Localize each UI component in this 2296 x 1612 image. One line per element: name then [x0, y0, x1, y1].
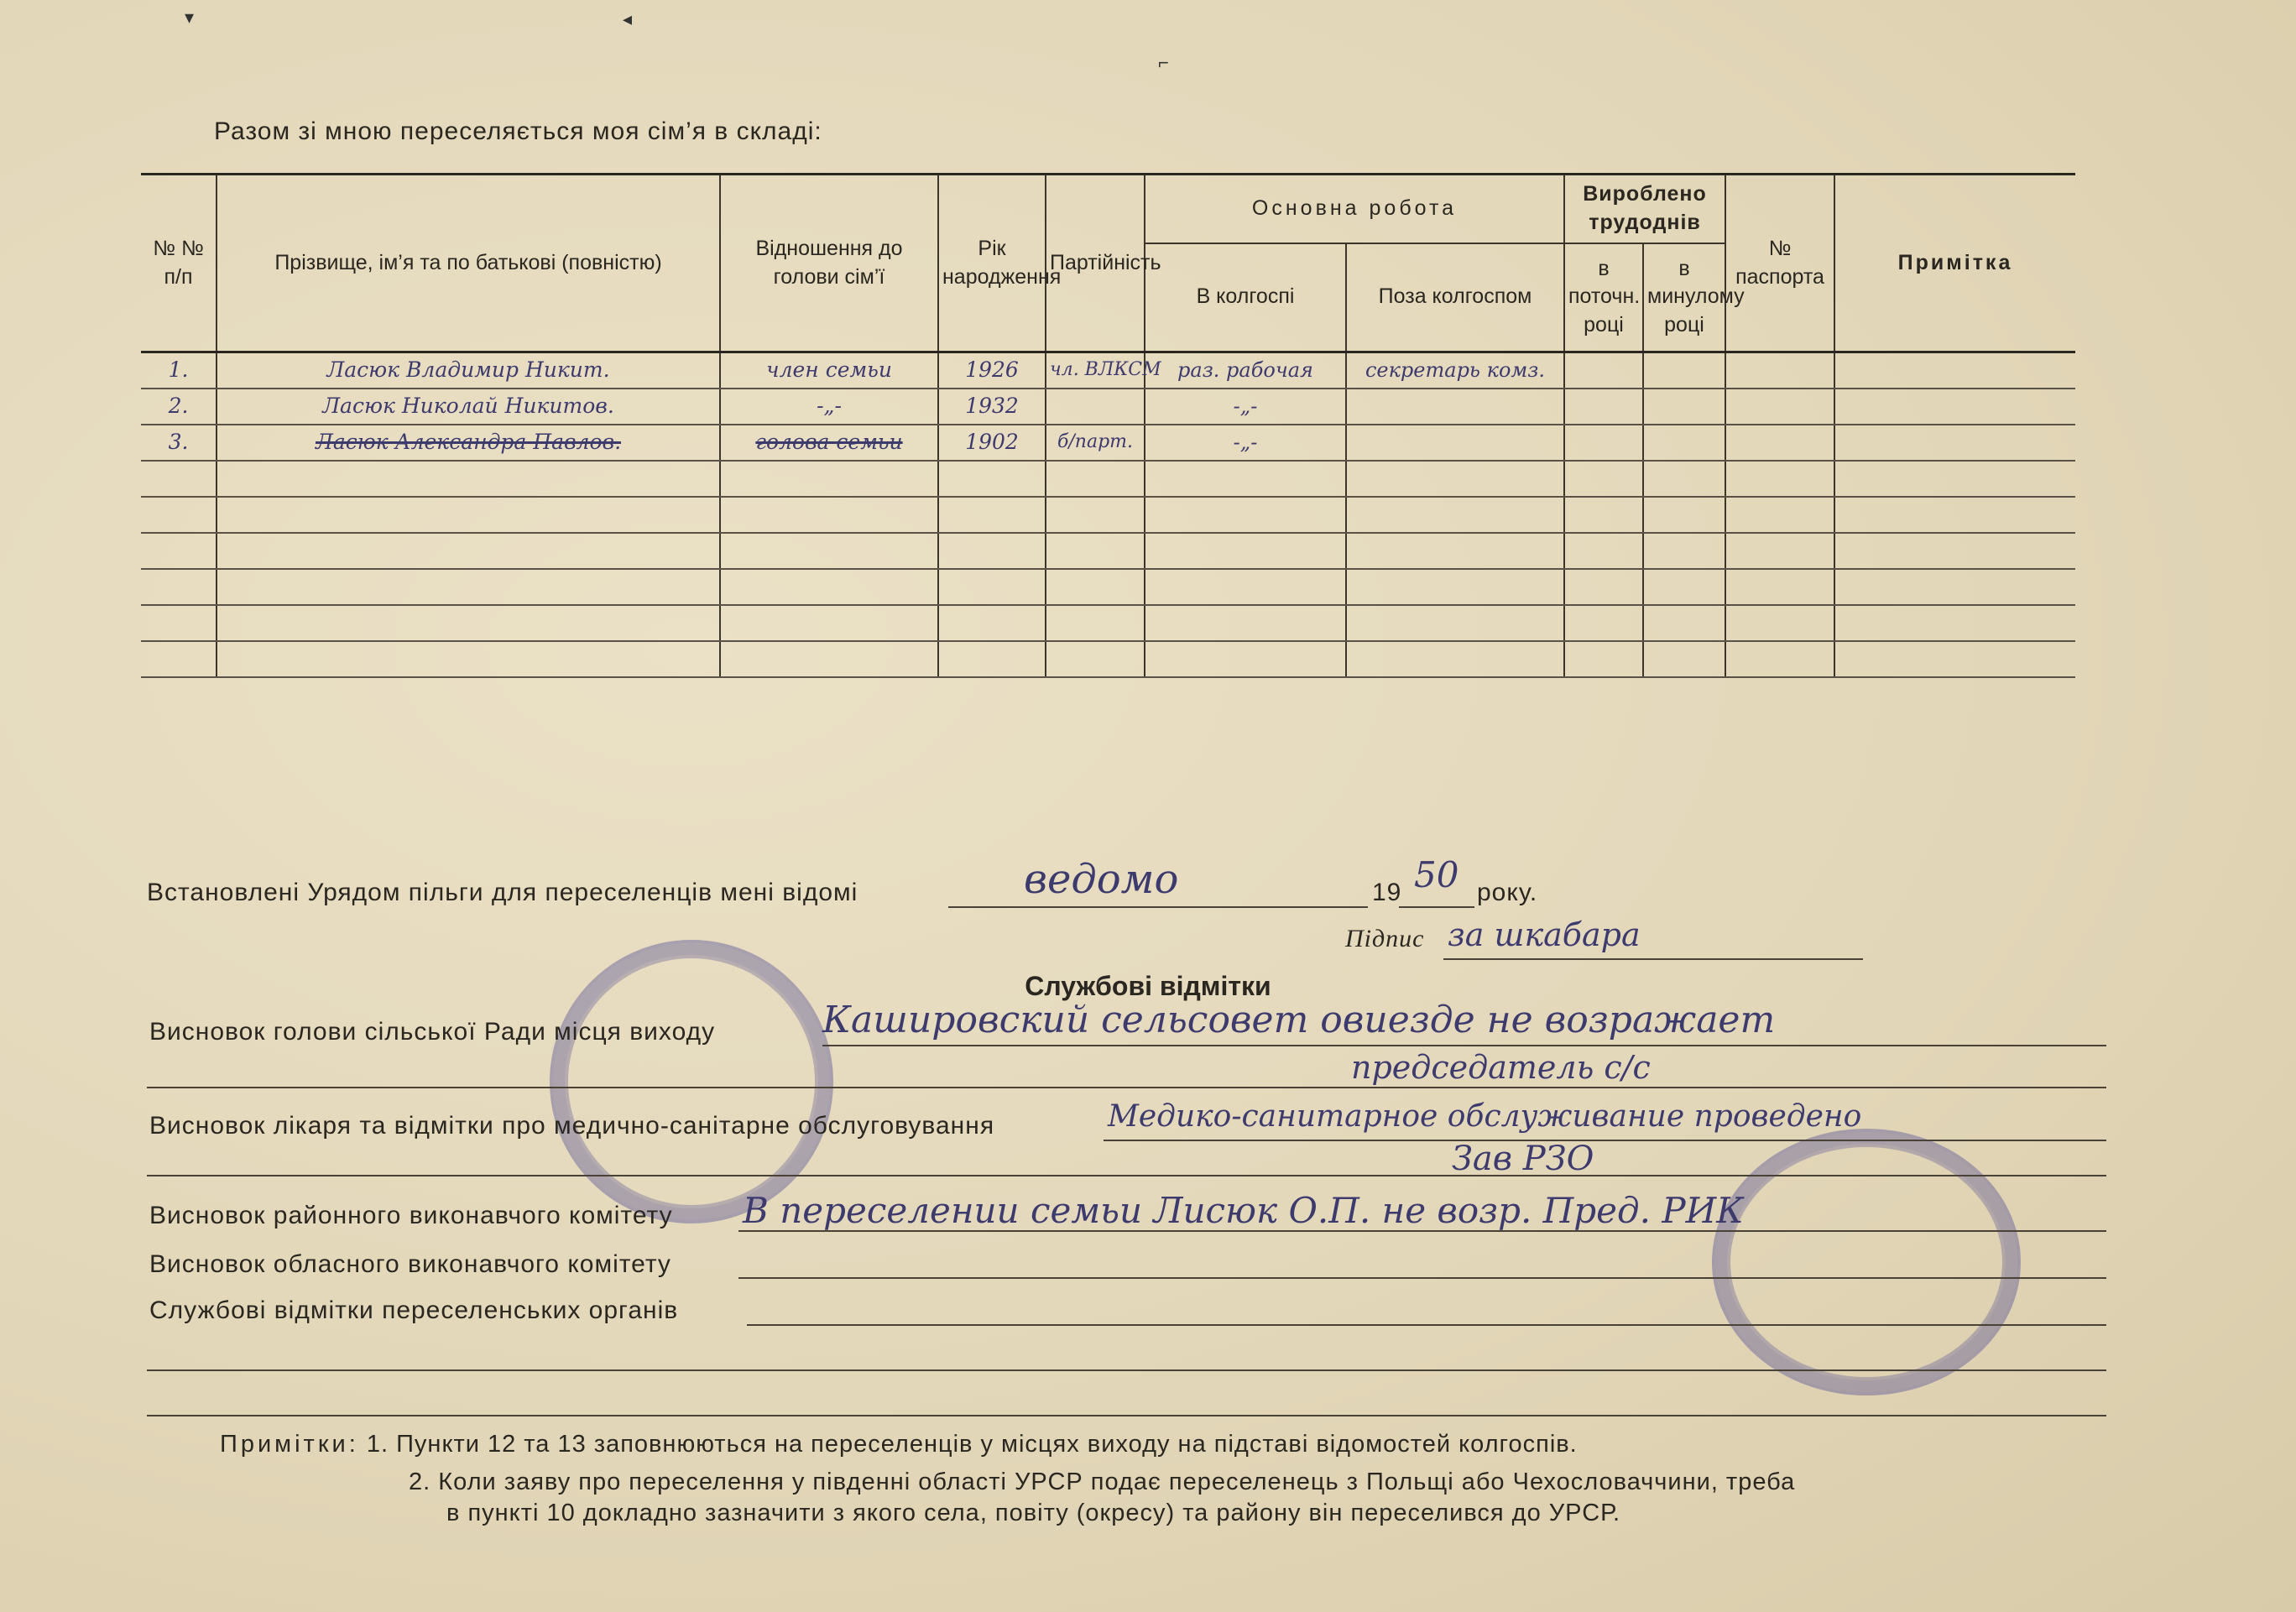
row-year: 1926 — [938, 352, 1046, 389]
family-intro-text: Разом зі мною переселяється моя сім’я в складі: — [214, 117, 822, 145]
header-num: № № п/п — [141, 175, 217, 352]
year-prefix: 19 — [1372, 879, 1402, 906]
header-outside-kolhosp: Поза колгоспом — [1346, 243, 1564, 352]
row-last — [1643, 352, 1725, 389]
row-party — [1046, 389, 1145, 425]
row-passport — [1725, 352, 1834, 389]
privileges-label: Встановлені Урядом пільги для переселенців мені відомі — [147, 879, 858, 906]
table-row — [141, 352, 2075, 389]
row-relation: член семьи — [720, 352, 938, 389]
family-table-body — [141, 352, 2075, 677]
notes-title: Примітки: — [220, 1431, 359, 1458]
row-year: 1932 — [938, 389, 1046, 425]
village-council-value: Кашировский сельсовет овиезде не возражает — [822, 999, 1776, 1041]
header-in-kolhosp: В колгоспі — [1145, 243, 1346, 352]
header-relation: Відношення до голови сім’ї — [720, 175, 938, 352]
row-passport — [1725, 425, 1834, 461]
village-council-underline — [822, 1045, 2106, 1046]
row-party: чл. ВЛКСМ — [1046, 352, 1145, 389]
village-council-underline-2 — [147, 1087, 2106, 1088]
signature-value: за шкабара — [1448, 916, 1641, 953]
header-name: Прізвище, ім’я та по батькові (повністю) — [217, 175, 720, 352]
resettlement-underline — [747, 1324, 2106, 1326]
row-outside-kolhosp — [1346, 425, 1564, 461]
row-note — [1834, 389, 2075, 425]
district-value: В переселении семьи Лисюк О.П. не возр. Пред. РИК — [743, 1190, 1744, 1231]
row-in-kolhosp: раз. рабочая — [1145, 352, 1346, 389]
header-workdays: Вироблено трудоднів — [1564, 175, 1725, 243]
header-passport: № паспорта — [1725, 175, 1834, 352]
doctor-label: Висновок лікаря та відмітки про медично-санітарне обслуговування — [149, 1112, 995, 1140]
empty-row — [141, 605, 2075, 641]
row-note — [1834, 425, 2075, 461]
row-num: 3. — [141, 425, 217, 461]
empty-row — [141, 533, 2075, 569]
doctor-value: Медико-санитарное обслуживание проведено — [1108, 1099, 1862, 1134]
row-current — [1564, 389, 1643, 425]
note-item-1: 1. Пункти 12 та 13 заповнюються на переселенців у місцях виходу на підставі відомостей колгоспів. — [366, 1431, 1578, 1458]
row-outside-kolhosp: секретарь комз. — [1346, 352, 1564, 389]
family-table — [141, 173, 2075, 678]
paper-mark: ⌐ — [1158, 52, 1169, 73]
empty-row — [141, 461, 2075, 497]
paper-mark: ▾ — [185, 7, 195, 28]
signature-label: Підпис — [1345, 925, 1425, 952]
row-note — [1834, 352, 2075, 389]
row-num: 2. — [141, 389, 217, 425]
service-marks-title: Службові відмітки — [1025, 971, 1271, 1001]
privileges-underline — [948, 906, 1368, 908]
row-current — [1564, 352, 1643, 389]
header-current-year: в поточн. році — [1564, 243, 1643, 352]
year-underline — [1399, 906, 1474, 908]
header-party: Партійність — [1046, 175, 1145, 352]
doctor-value-2: Зав РЗО — [1452, 1140, 1594, 1178]
empty-row — [141, 641, 2075, 677]
privileges-value: ведомо — [1024, 856, 1179, 903]
row-name: Ласюк Александра Павлов. — [217, 425, 720, 461]
row-current — [1564, 425, 1643, 461]
resettlement-label: Службові відмітки переселенських органів — [149, 1296, 679, 1324]
village-council-stamp — [550, 940, 833, 1223]
row-relation: -„- — [720, 389, 938, 425]
row-relation: голова семьи — [720, 425, 938, 461]
doctor-underline — [1104, 1140, 2106, 1141]
village-council-label: Висновок голови сільської Ради місця виходу — [149, 1018, 716, 1046]
header-note: Примітка — [1834, 175, 2075, 352]
note-item-2b: в пункті 10 докладно зазначити з якого села, повіту (окресу) та району він переселився до УРСР. — [446, 1500, 1621, 1526]
row-name: Ласюк Николай Никитов. — [217, 389, 720, 425]
row-in-kolhosp: -„- — [1145, 389, 1346, 425]
row-party: б/парт. — [1046, 425, 1145, 461]
row-last — [1643, 425, 1725, 461]
empty-row — [141, 569, 2075, 605]
header-year: Рік народження — [938, 175, 1046, 352]
header-last-year: в минулому році — [1643, 243, 1725, 352]
signature-underline — [1443, 958, 1863, 960]
table-row — [141, 389, 2075, 425]
year-value: 50 — [1414, 854, 1459, 895]
village-council-value-2: председатель с/с — [1351, 1049, 1651, 1086]
oblast-underline — [738, 1277, 2106, 1279]
year-suffix: року. — [1477, 879, 1538, 906]
note-item-2a: 2. Коли заяву про переселення у південні області УРСР подає переселенець з Польщі або Чехословаччини, треба — [409, 1469, 1796, 1495]
row-passport — [1725, 389, 1834, 425]
blank-underline-1 — [147, 1369, 2106, 1371]
district-stamp — [1712, 1129, 2021, 1396]
table-row — [141, 425, 2075, 461]
header-main-work: Основна робота — [1145, 175, 1564, 243]
row-last — [1643, 389, 1725, 425]
row-outside-kolhosp — [1346, 389, 1564, 425]
footnotes — [220, 1429, 1795, 1529]
blank-underline-2 — [147, 1415, 2106, 1416]
doctor-underline-2 — [147, 1175, 2106, 1176]
row-in-kolhosp: -„- — [1145, 425, 1346, 461]
empty-row — [141, 497, 2075, 533]
district-label: Висновок районного виконавчого комітету — [149, 1202, 673, 1229]
row-year: 1902 — [938, 425, 1046, 461]
row-num: 1. — [141, 352, 217, 389]
paper-mark: ◂ — [623, 8, 633, 29]
row-name: Ласюк Владимир Никит. — [217, 352, 720, 389]
oblast-label: Висновок обласного виконавчого комітету — [149, 1250, 671, 1278]
